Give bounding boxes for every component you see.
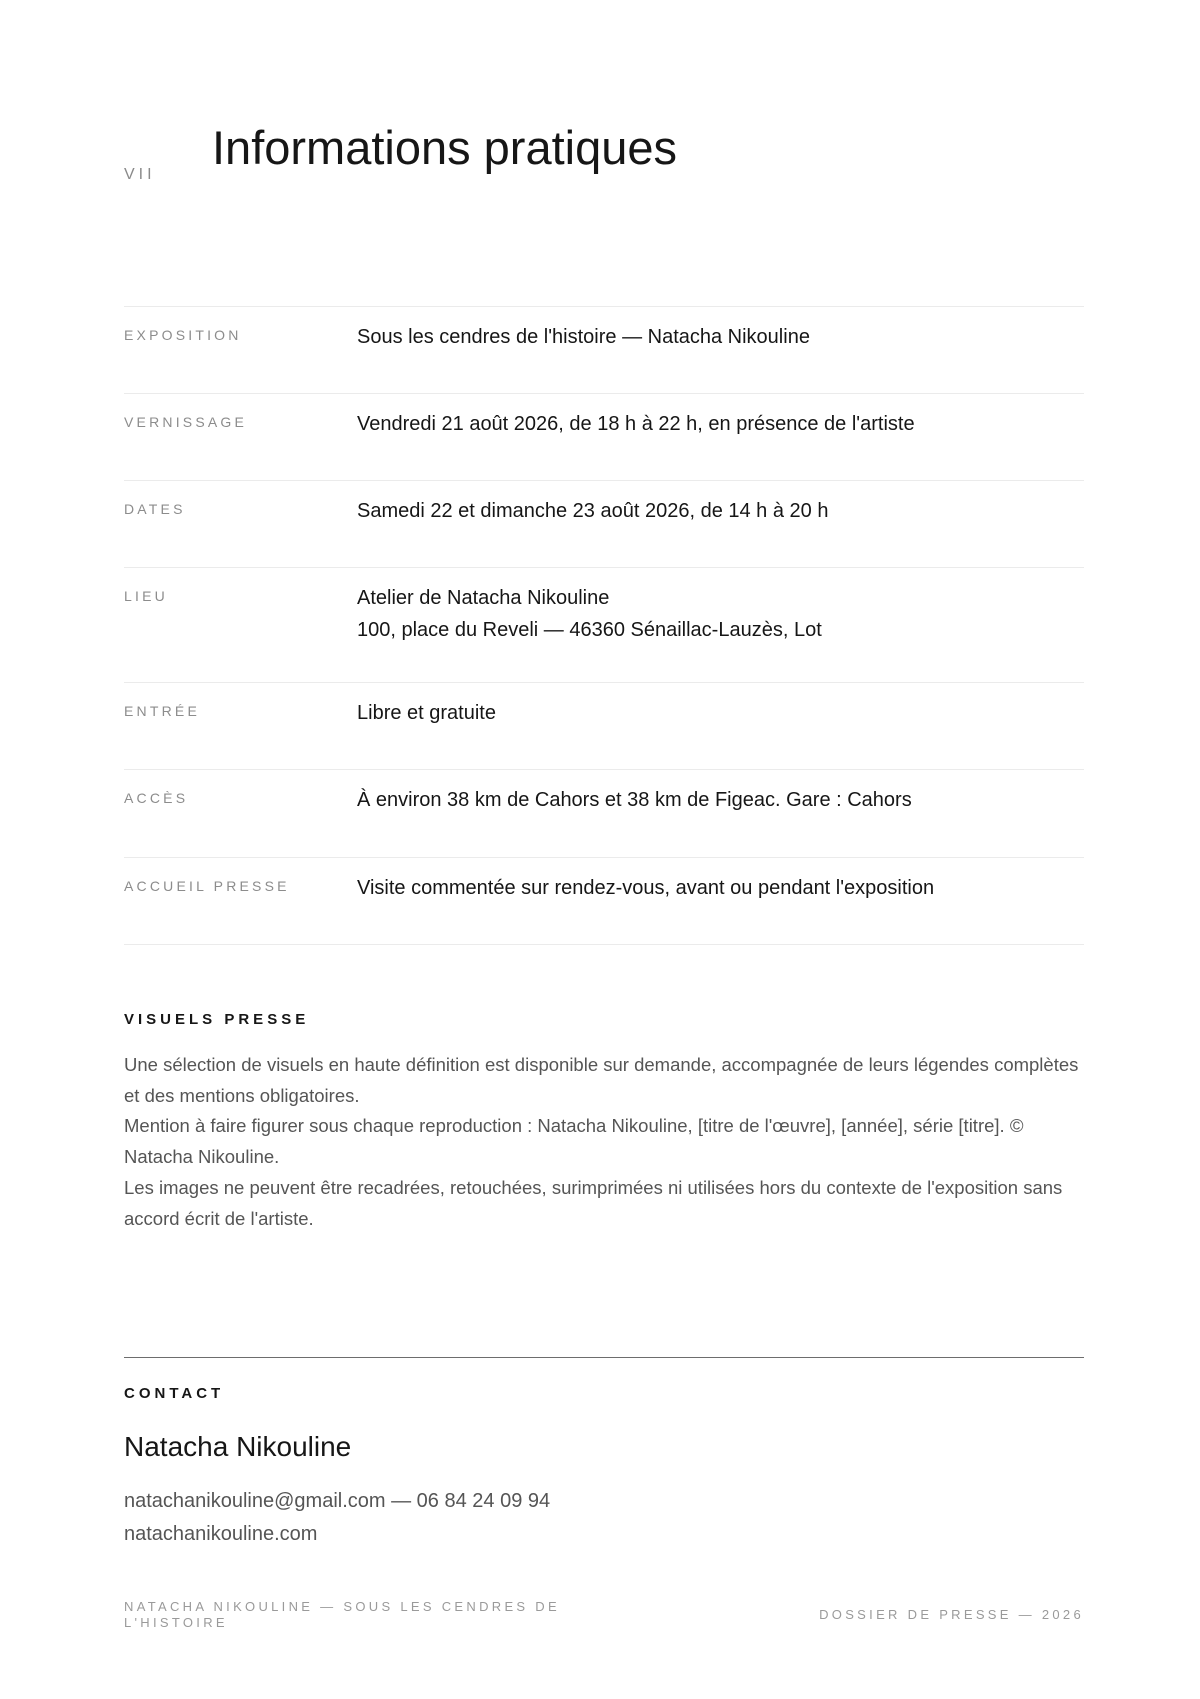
info-value — [357, 321, 810, 353]
info-value-line: Vendredi 21 août 2026, de 18 h à 22 h, en présence de l'artiste — [357, 413, 915, 435]
info-value — [357, 495, 828, 527]
info-label: LIEU — [124, 588, 168, 604]
document-page — [124, 0, 1084, 1699]
info-row-lieu — [124, 568, 1084, 683]
info-value — [357, 697, 496, 729]
info-value-line: Sous les cendres de l'histoire — Natacha Nikouline — [357, 326, 810, 348]
info-value-line: 100, place du Reveli — 46360 Sénaillac-Lauzès, Lot — [357, 619, 822, 641]
visuels-paragraph: Une sélection de visuels en haute définition est disponible sur demande, accompagnée de leurs légendes complètes et des mentions obligatoires. — [124, 1054, 1079, 1106]
info-row-exposition — [124, 307, 1084, 394]
section-number: VII — [124, 166, 156, 183]
visuels-presse-body — [124, 1050, 1084, 1234]
info-value-line: À environ 38 km de Cahors et 38 km de Figeac. Gare : Cahors — [357, 789, 912, 811]
info-table — [124, 306, 1084, 945]
info-row-acces — [124, 770, 1084, 858]
contact-name: Natacha Nikouline — [124, 1431, 352, 1462]
info-row-entree — [124, 683, 1084, 770]
info-label: ENTRÉE — [124, 703, 200, 719]
info-label: VERNISSAGE — [124, 414, 248, 430]
info-value-line: Atelier de Natacha Nikouline — [357, 587, 610, 609]
info-row-accueil-presse — [124, 858, 1084, 945]
info-value-line: Visite commentée sur rendez-vous, avant ou pendant l'exposition — [357, 877, 935, 899]
info-value — [357, 582, 822, 646]
info-value — [357, 784, 912, 816]
info-row-vernissage — [124, 394, 1084, 481]
info-value-line: Libre et gratuite — [357, 702, 496, 724]
info-label: ACCÈS — [124, 790, 189, 806]
info-value-line: Samedi 22 et dimanche 23 août 2026, de 14 h à 20 h — [357, 500, 829, 522]
info-label: DATES — [124, 501, 186, 517]
info-label: EXPOSITION — [124, 327, 242, 343]
info-label: ACCUEIL PRESSE — [124, 878, 290, 894]
contact-divider — [124, 1357, 1084, 1358]
footer-right-text: DOSSIER DE PRESSE — 2026 — [819, 1607, 1084, 1622]
contact-heading: CONTACT — [124, 1385, 225, 1402]
visuels-presse-heading: VISUELS PRESSE — [124, 1011, 310, 1028]
contact-website: natachanikouline.com — [124, 1523, 318, 1545]
info-value — [357, 408, 915, 440]
page-title: Informations pratiques — [212, 121, 678, 174]
contact-email-phone: natachanikouline@gmail.com — 06 84 24 09 94 — [124, 1490, 551, 1512]
info-value — [357, 872, 934, 904]
visuels-paragraph: Les images ne peuvent être recadrées, retouchées, surimprimées ni utilisées hors du contexte de l'exposition sans accord écrit de l'artiste. — [124, 1176, 1063, 1229]
info-row-dates — [124, 481, 1084, 568]
footer-left-text: NATACHA NIKOULINE — SOUS LES CENDRES DE L'HISTOIRE — [124, 1599, 560, 1630]
visuels-paragraph: Mention à faire figurer sous chaque reproduction : Natacha Nikouline, [titre de l'œuvre], [année], série [titre]. © Natacha Nikouline. — [124, 1115, 1024, 1168]
